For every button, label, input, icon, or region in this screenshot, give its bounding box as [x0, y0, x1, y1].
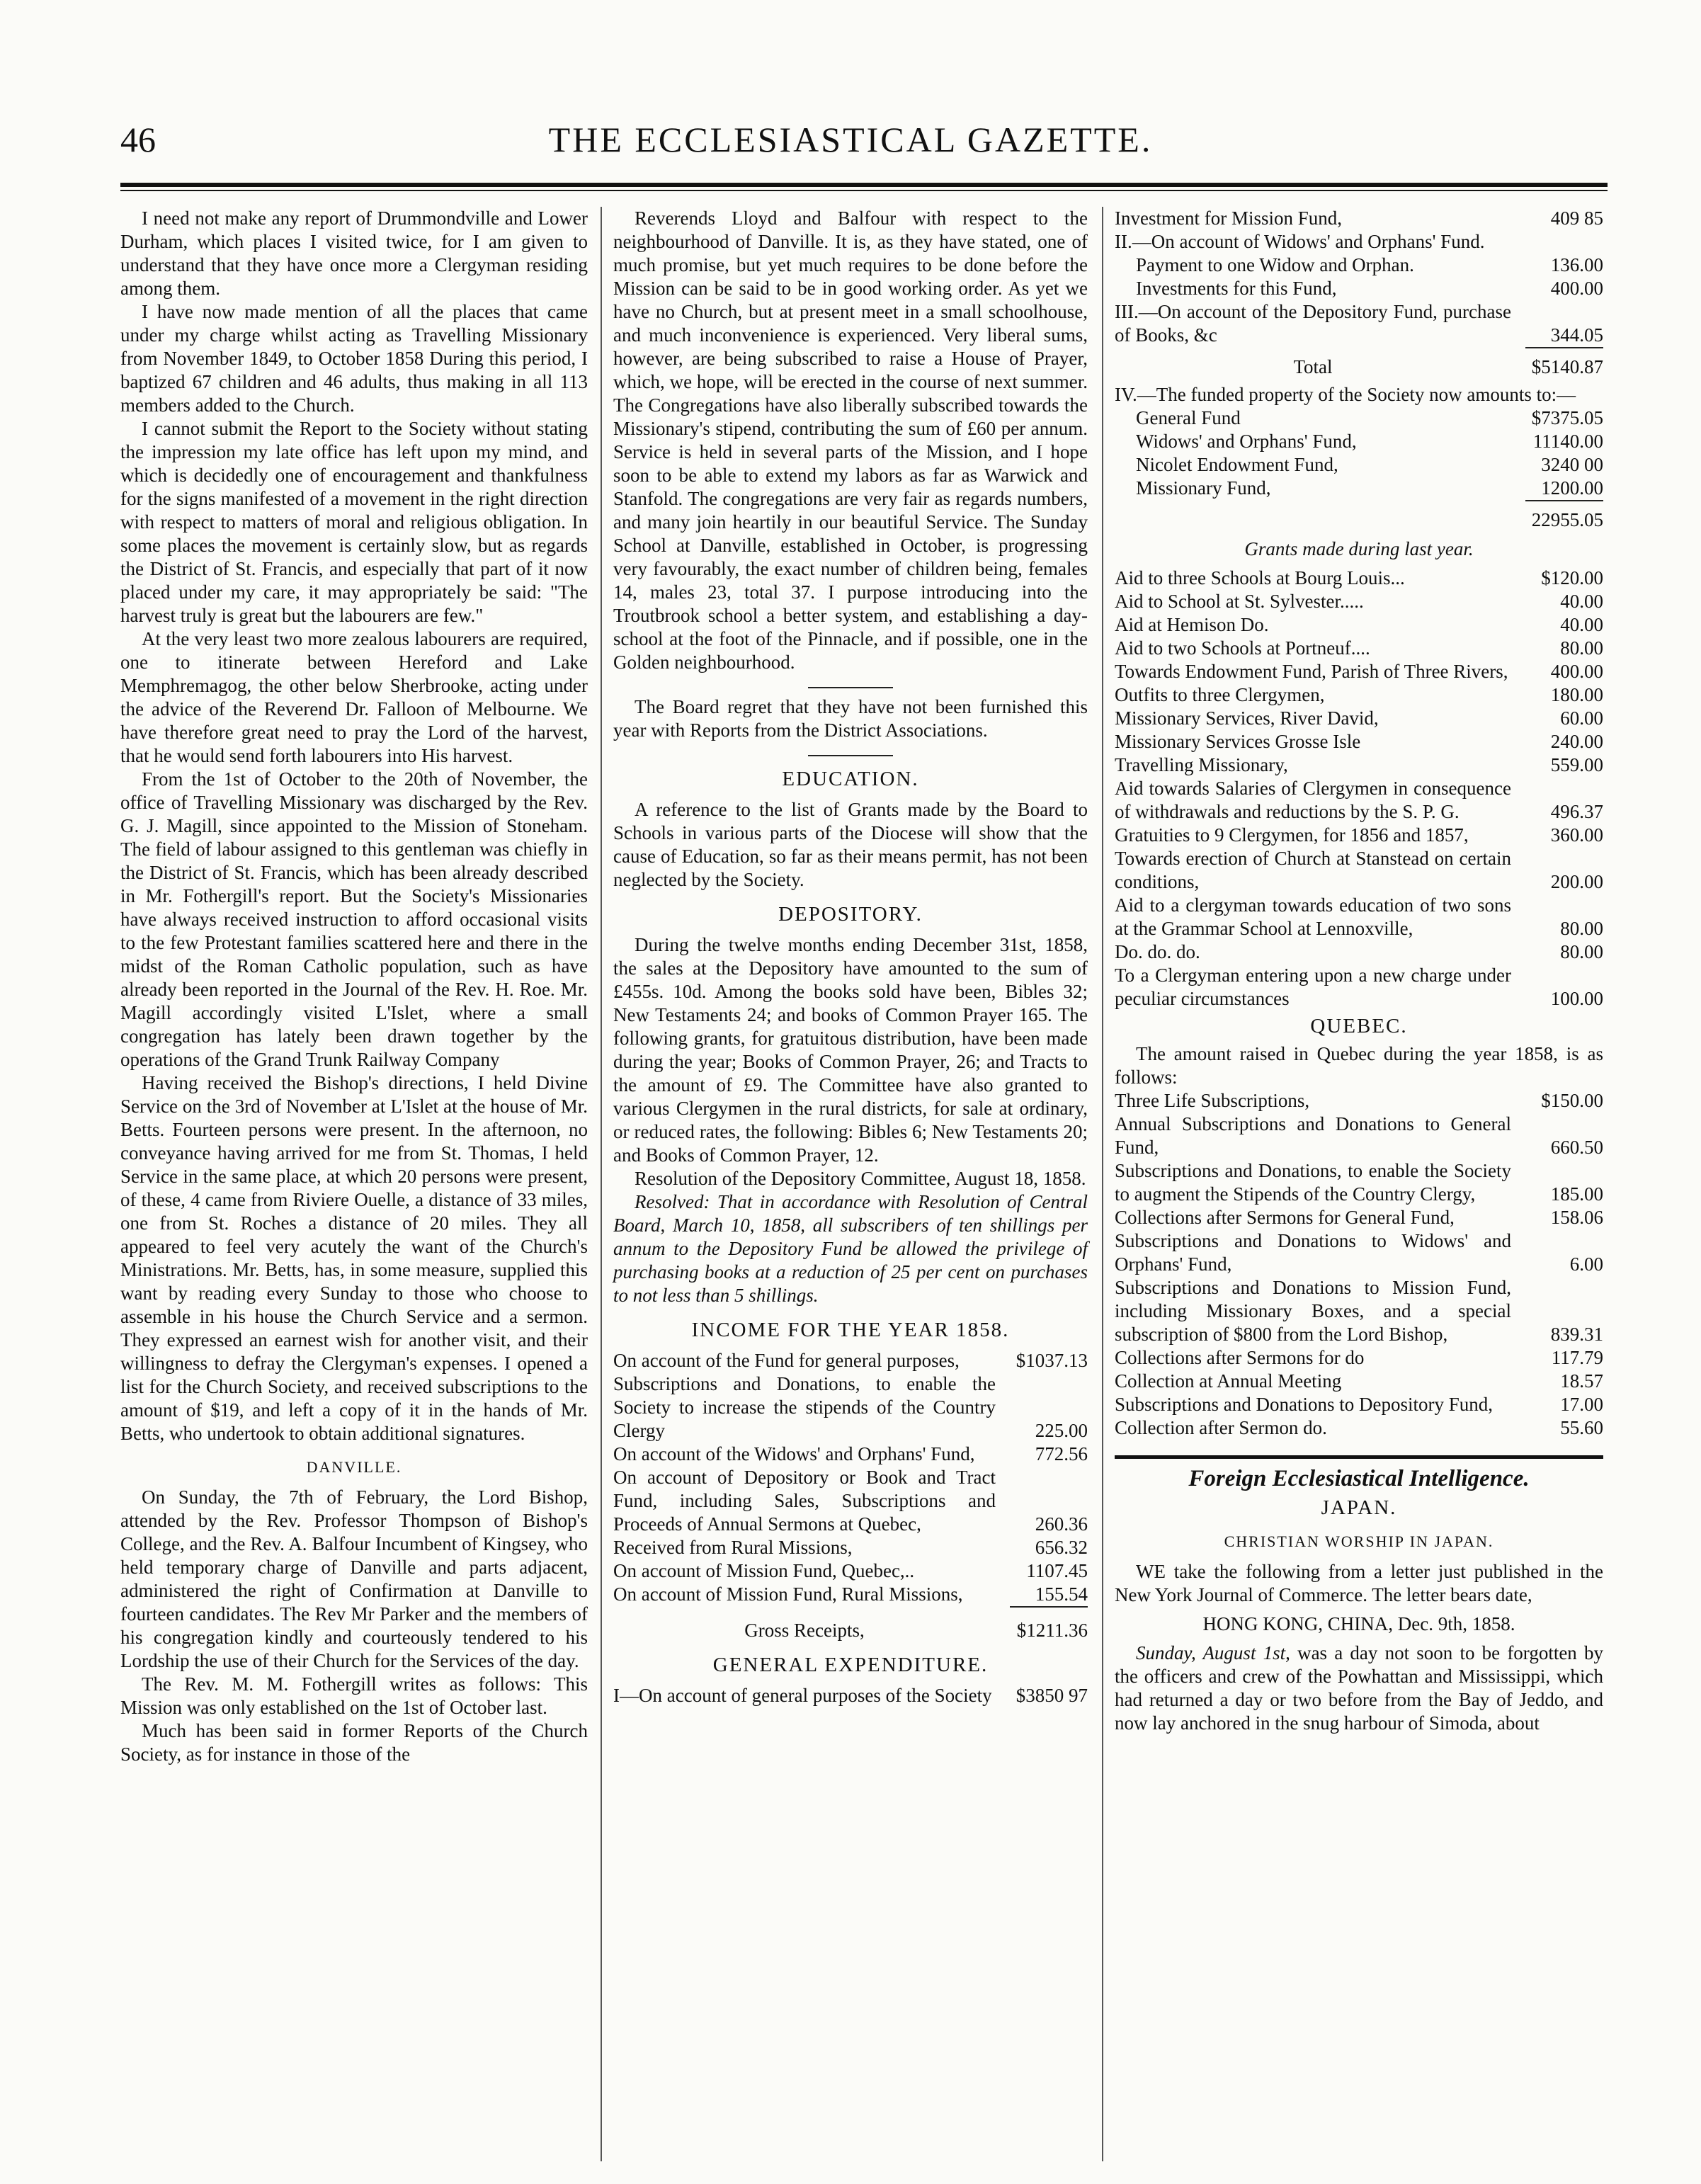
gross-receipts-row [613, 1619, 1088, 1642]
funded-row-label: Widows' and Orphans' Fund, [1136, 431, 1357, 452]
grant-row-label: Towards Endowment Fund, Parish of Three Rivers, [1115, 661, 1508, 682]
grant-row-amount: 180.00 [1550, 684, 1603, 705]
grant-row-amount: 496.37 [1550, 801, 1603, 822]
depository-heading: DEPOSITORY. [778, 903, 923, 926]
income-row-label: On account of Mission Fund, Rural Missions, [613, 1583, 963, 1605]
expenditure-item-amount: 136.00 [1550, 254, 1603, 275]
grant-row [1115, 777, 1603, 824]
quebec-row [1115, 1276, 1603, 1346]
grant-row-amount: 80.00 [1560, 941, 1603, 962]
quebec-row-amount: 839.31 [1550, 1324, 1603, 1345]
income-row-amount: 656.32 [1035, 1537, 1088, 1558]
quebec-row-amount: 158.06 [1550, 1207, 1603, 1228]
grant-row [1115, 894, 1603, 940]
income-heading: INCOME FOR THE YEAR 1858. [691, 1319, 1010, 1341]
grant-row-amount: 559.00 [1550, 754, 1603, 775]
quebec-row [1115, 1159, 1603, 1206]
quebec-row [1115, 1229, 1603, 1276]
income-row-amount: 155.54 [1035, 1583, 1088, 1605]
expenditure-item-amount: 409 85 [1550, 207, 1603, 229]
grant-row [1115, 847, 1603, 894]
quebec-row-label: Subscriptions and Donations to Widows' and Orphans' Fund, [1115, 1230, 1511, 1275]
gross-label: Gross Receipts, [744, 1620, 865, 1641]
expenditure-item-label: Payment to one Widow and Orphan. [1136, 254, 1414, 275]
grant-row [1115, 613, 1603, 637]
quebec-row-label: Subscriptions and Donations, to enable the Society to augment the Stipends of the Country Clergy, [1115, 1160, 1511, 1205]
income-row-label: Subscriptions and Donations, to enable the Society to increase the stipends of the Country Clergy [613, 1373, 996, 1441]
japan-intro: WE take the following from a letter just published in the New York Journal of Commerce. The letter bears date, [1115, 1561, 1603, 1605]
expenditure-item [1115, 254, 1603, 277]
funded-total-row [1115, 508, 1603, 532]
grant-row-amount: 200.00 [1550, 871, 1603, 892]
grant-row-amount: 40.00 [1560, 614, 1603, 635]
total-rule [1010, 1606, 1088, 1608]
japan-subheading: CHRISTIAN WORSHIP IN JAPAN. [1224, 1532, 1494, 1550]
board-note: The Board regret that they have not been furnished this year with Reports from the District Associations. [613, 696, 1088, 741]
quebec-row-amount: $150.00 [1541, 1090, 1603, 1111]
quebec-row-amount: 185.00 [1550, 1183, 1603, 1205]
income-row [613, 1443, 1088, 1466]
expenditure-item [1115, 207, 1603, 230]
page-title: THE ECCLESIASTICAL GAZETTE. [548, 120, 1153, 159]
funded-total: 22955.05 [1531, 509, 1603, 530]
grants-table [1115, 567, 1603, 1011]
income-row-label: On account of Mission Fund, Quebec,.. [613, 1560, 915, 1581]
quebec-row [1115, 1206, 1603, 1229]
japan-heading: JAPAN. [1321, 1496, 1397, 1519]
funded-row-label: Missionary Fund, [1136, 477, 1271, 499]
paragraph: I cannot submit the Report to the Society without stating the impression my late office has left upon my mind, and which is decidedly one of encouragement and thankfulness for the signs manifested of a movement in the right direction with respect to matters of moral and religious obligation. In some places the movement is certainly slow, but as regards the District of St. Francis, and especially that part of it now placed under my care, it may appropriately be said: "The harvest truly is great but the labourers are few." [120, 418, 588, 626]
total-row [1115, 356, 1603, 379]
quebec-row-label: Collections after Sermons for do [1115, 1347, 1365, 1368]
grants-heading: Grants made during last year. [1244, 538, 1474, 559]
total-rule [1525, 500, 1603, 501]
grant-row-label: Aid to School at St. Sylvester..... [1115, 591, 1364, 612]
page-number: 46 [120, 120, 156, 159]
quebec-row-label: Collection at Annual Meeting [1115, 1370, 1342, 1392]
income-row-amount: 225.00 [1035, 1420, 1088, 1441]
grant-row-label: To a Clergyman entering upon a new charge under peculiar circumstances [1115, 965, 1511, 1009]
column-1 [120, 207, 588, 1766]
column-divider [1102, 207, 1103, 2161]
expenditure-item-label: II.—On account of Widows' and Orphans' Fund. [1115, 231, 1485, 252]
expenditure-item [1115, 230, 1603, 254]
grant-row-label: Aid towards Salaries of Clergymen in consequence of withdrawals and reductions by the S. P. G. [1115, 778, 1511, 822]
grant-row-label: Aid to a clergyman towards education of two sons at the Grammar School at Lennoxville, [1115, 894, 1511, 939]
grant-row [1115, 964, 1603, 1011]
header-rule-thick [120, 183, 1608, 187]
grant-row-label: Towards erection of Church at Stanstead on certain conditions, [1115, 848, 1511, 892]
section-rule [1115, 1455, 1603, 1459]
quebec-row [1115, 1393, 1603, 1416]
quebec-row-amount: 6.00 [1569, 1253, 1603, 1275]
danville-heading: DANVILLE. [306, 1458, 402, 1476]
quebec-row-amount: 55.60 [1560, 1417, 1603, 1438]
quebec-row-amount: 17.00 [1560, 1394, 1603, 1415]
grant-row [1115, 683, 1603, 707]
grant-row-label: Outfits to three Clergymen, [1115, 684, 1325, 705]
grant-row-amount: 40.00 [1560, 591, 1603, 612]
grant-row [1115, 707, 1603, 730]
foreign-intelligence-heading: Foreign Ecclesiastical Intelligence. [1188, 1466, 1530, 1491]
paragraph: Reverends Lloyd and Balfour with respect to the neighbourhood of Danville. It is, as they have stated, one of much promise, but yet much requires to be done before the Mission can be said to be in good working order. As yet we have no Church, but at present meet in a small schoolhouse, and much inconvenience is experienced. Very liberal sums, however, are being subscribed to raise a House of Prayer, which, we hope, will be erected in the course of next summer. The Congregations have also liberally subscribed towards the Missionary's stipend, contributing the sum of £60 per annum. Service is held in several parts of the Mission, and I hope soon to be able to extend my labors as far as Warwick and Stanfold. The congregations are very fair as regards numbers, and many join heartily in our beautiful Service. The Sunday School at Danville, established in October, is progressing very favourably, the exact number of children being, females 14, males 23, total 37. I purpose introducing into the Troutbrook school a better system, and establishing a day-school at the foot of the Pinnacle, and if possible, one in the Golden neighbourhood. [613, 207, 1088, 673]
grant-row [1115, 590, 1603, 613]
paragraph: Having received the Bishop's directions, I held Divine Service on the 3rd of November at L'Islet at the house of Mr. Betts. Fourteen persons were present. In the afternoon, no conveyance having arrived for me from St. Thomas, I held Service in the same place, at which 20 persons were present, of these, 4 came from Riviere Ouelle, a distance of 33 miles, one from St. Roches a distance of 20 miles. They all appeared to feel very acutely the want of the Church's Ministrations. Mr. Betts, has, in some measure, supplied this want by reading every Sunday to those who choose to assemble in his house the Church Service and a sermon. They expressed an earnest wish for another visit, and their willingness to defray the Clergyman's expenses. I opened a list for the Church Society, and received subscriptions to the amount of $19, and left a copy of it in the hands of Mr. Betts, who undertook to obtain additional signatures. [120, 1072, 588, 1444]
expenditure-item [1115, 277, 1603, 300]
income-row-amount: $1037.13 [1016, 1350, 1088, 1371]
total-rule [1525, 347, 1603, 348]
funded-row-label: Nicolet Endowment Fund, [1136, 454, 1338, 475]
quebec-row-label: Three Life Subscriptions, [1115, 1090, 1310, 1111]
paragraph: I need not make any report of Drummondville and Lower Durham, which places I visited twice, for I am given to understand that they have once more a Clergyman residing among them. [120, 207, 588, 299]
total-amount: $5140.87 [1531, 356, 1603, 377]
grant-row [1115, 824, 1603, 847]
income-row-amount: 772.56 [1035, 1443, 1088, 1464]
column-2 [613, 207, 1088, 1707]
quebec-row-amount: 18.57 [1560, 1370, 1603, 1392]
quebec-row-label: Subscriptions and Donations to Depository Fund, [1115, 1394, 1493, 1415]
grant-row-amount: 80.00 [1560, 918, 1603, 939]
japan-date-lead: Sunday, August 1st, [1136, 1642, 1290, 1663]
quebec-row [1115, 1416, 1603, 1440]
grant-row-amount: 400.00 [1550, 661, 1603, 682]
expenditure-item [1115, 300, 1603, 347]
funded-row [1136, 406, 1603, 430]
income-row [613, 1372, 1088, 1443]
funded-table [1115, 406, 1603, 500]
paragraph: Much has been said in former Reports of the Church Society, as for instance in those of the [120, 1720, 588, 1765]
grant-row-amount: 360.00 [1550, 824, 1603, 846]
quebec-row-label: Annual Subscriptions and Donations to General Fund, [1115, 1113, 1511, 1158]
japan-body-text: was a day not soon to be forgotten by the officers and crew of the Powhattan and Mississippi, which had returned a day or two before from the Bay of Jeddo, and now lay anchored in the snug harbour of Simoda, about [1115, 1642, 1603, 1734]
grant-row-label: Missionary Services Grosse Isle [1115, 731, 1361, 752]
funded-row [1136, 477, 1603, 500]
education-text: A reference to the list of Grants made by the Board to Schools in various parts of the Diocese will show that the cause of Education, so far as their means permit, has not been neglected by the Society. [613, 799, 1088, 890]
grant-row-label: Aid to three Schools at Bourg Louis... [1115, 567, 1405, 588]
income-row-amount: 1107.45 [1026, 1560, 1088, 1581]
column-3 [1115, 207, 1603, 1735]
quebec-table [1115, 1089, 1603, 1440]
income-row [613, 1583, 1088, 1606]
grant-row-amount: 80.00 [1560, 637, 1603, 659]
grant-row-amount: 240.00 [1550, 731, 1603, 752]
grant-row [1115, 637, 1603, 660]
quebec-row-amount: 660.50 [1550, 1137, 1603, 1158]
grant-row-amount: 60.00 [1560, 707, 1603, 729]
quebec-row [1115, 1346, 1603, 1370]
header-rule-thin [120, 190, 1608, 191]
resolution-intro: Resolution of the Depository Committee, August 18, 1858. [635, 1168, 1086, 1189]
funded-row-label: General Fund [1136, 407, 1241, 428]
funded-row-amount: $7375.05 [1531, 407, 1603, 428]
column-divider [601, 207, 602, 2161]
grant-row [1115, 940, 1603, 964]
grant-row [1115, 753, 1603, 777]
grant-row-label: Missionary Services, River David, [1115, 707, 1379, 729]
income-row-label: On account of the Fund for general purposes, [613, 1350, 960, 1371]
grant-row [1115, 730, 1603, 753]
expenditure-amount: $3850 97 [1016, 1685, 1088, 1706]
grant-row-amount: 100.00 [1550, 988, 1603, 1009]
income-row-amount: 260.36 [1035, 1513, 1088, 1535]
income-row [613, 1559, 1088, 1583]
grant-row [1115, 567, 1603, 590]
income-row-label: On account of the Widows' and Orphans' Fund, [613, 1443, 975, 1464]
expenditure-item-amount: 400.00 [1550, 278, 1603, 299]
grant-row-label: Aid to two Schools at Portneuf.... [1115, 637, 1370, 659]
grant-row-label: Do. do. do. [1115, 941, 1200, 962]
resolution-text: Resolved: That in accordance with Resolution of Central Board, March 10, 1858, all subscribers of ten shillings per annum to the Depository Fund be allowed the privilege of purchasing books at a reduction of 25 per cent on purchases to not less than 5 shillings. [613, 1191, 1088, 1306]
funded-row [1136, 430, 1603, 453]
grant-row-label: Aid at Hemison Do. [1115, 614, 1269, 635]
page-header [0, 119, 1701, 176]
income-row-label: On account of Depository or Book and Tract Fund, including Sales, Subscriptions and Proceeds of Annual Sermons at Quebec, [613, 1467, 996, 1535]
quebec-row-amount: 117.79 [1551, 1347, 1603, 1368]
paragraph: At the very least two more zealous labourers are required, one to itinerate between Hereford and Lake Memphremagog, the other below Sherbrooke, acting under the advice of the Reverend Dr. Falloon of Melbourne. We have therefore great need to pray the Lord of the harvest, that he would send forth labourers into His harvest. [120, 628, 588, 766]
funded-row [1136, 453, 1603, 477]
funded-row-amount: 11140.00 [1532, 431, 1603, 452]
income-row [613, 1349, 1088, 1372]
gross-amount: $1211.36 [1016, 1620, 1088, 1641]
quebec-row-label: Subscriptions and Donations to Mission Fund, including Missionary Boxes, and a special subscription of $800 from the Lord Bishop, [1115, 1277, 1511, 1345]
paragraph: From the 1st of October to the 20th of November, the office of Travelling Missionary was discharged by the Rev. G. J. Magill, since appointed to the Mission of Stoneham. The field of labour assigned to this gentleman was chiefly in the District of St. Francis, which has been already described in Mr. Fothergill's report. But the Society's Missionaries have always received instruction to afford occasional visits to the few Protestant families scattered here and there in the midst of the Roman Catholic population, such as have already been reported in the Journal of the Rev. H. Roe. Mr. Magill accordingly visited L'Islet, where a small congregation has lately been drawn together by the operations of the Grand Trunk Railway Company [120, 768, 588, 1070]
depository-text: During the twelve months ending December 31st, 1858, the sales at the Depository have amounted to the sum of £455s. 10d. Among the books sold have been, Bibles 32; New Testaments 24; and books of Common Prayer 165. The following grants, for gratuitous distribution, have been made during the year; Books of Common Prayer, 26; and Tracts to the amount of £9. The Committee have also granted to various Clergymen in the rural districts, for sale at ordinary, or reduced rates, the following: Bibles 6; New Testaments 20; and Books of Common Prayer, 12. [613, 934, 1088, 1166]
expenditure-item-label: III.—On account of the Depository Fund, purchase of Books, &c [1115, 301, 1511, 346]
total-label: Total [1293, 356, 1333, 377]
paragraph: I have now made mention of all the places that came under my charge whilst acting as Travelling Missionary from November 1849, to October 1858 During this period, I baptized 67 children and 46 adults, thus making in all 113 members added to the Church. [120, 301, 588, 416]
grant-row [1115, 660, 1603, 683]
income-row-label: Received from Rural Missions, [613, 1537, 853, 1558]
grant-row-label: Travelling Missionary, [1115, 754, 1288, 775]
grant-row-label: Gratuities to 9 Clergymen, for 1856 and 1857, [1115, 824, 1469, 846]
income-row [613, 1466, 1088, 1536]
funded-intro: IV.—The funded property of the Society now amounts to:— [1115, 384, 1576, 405]
expenditure-item-label: Investments for this Fund, [1136, 278, 1337, 299]
grant-row-amount: $120.00 [1541, 567, 1603, 588]
education-heading: EDUCATION. [782, 768, 919, 790]
expenditure-row [613, 1684, 1088, 1707]
expenditure-label: I—On account of general purposes of the Society [613, 1685, 992, 1706]
japan-body [1115, 1642, 1603, 1735]
quebec-heading: QUEBEC. [1310, 1015, 1408, 1037]
funded-row-amount: 3240 00 [1541, 454, 1603, 475]
quebec-row [1115, 1089, 1603, 1113]
quebec-row-label: Collection after Sermon do. [1115, 1417, 1327, 1438]
paragraph: The Rev. M. M. Fothergill writes as follows: This Mission was only established on the 1st of October last. [120, 1673, 588, 1718]
expenditure-heading: GENERAL EXPENDITURE. [712, 1654, 989, 1676]
dateline: HONG KONG, CHINA, Dec. 9th, 1858. [1202, 1613, 1515, 1634]
section-separator [808, 755, 893, 756]
funded-row-amount: 1200.00 [1541, 477, 1603, 499]
section-separator [808, 687, 893, 688]
paragraph: On Sunday, the 7th of February, the Lord Bishop, attended by the Rev. Professor Thompson of Bishop's College, and the Rev. A. Balfour Incumbent of Kingsey, who held temporary charge of Danville and parts adjacent, administered the right of Confirmation at Danville to fourteen candidates. The Rev Mr Parker and the members of his congregation kindly and courteously tendered to his Lordship the use of their Church for the Services of the day. [120, 1486, 588, 1671]
income-row [613, 1536, 1088, 1559]
quebec-row-label: Collections after Sermons for General Fund, [1115, 1207, 1455, 1228]
quebec-row [1115, 1113, 1603, 1159]
expenditure-item-label: Investment for Mission Fund, [1115, 207, 1342, 229]
quebec-intro: The amount raised in Quebec during the year 1858, is as follows: [1115, 1043, 1603, 1088]
income-table [613, 1349, 1088, 1606]
expenditure-continued [1115, 207, 1603, 347]
expenditure-item-amount: 344.05 [1550, 324, 1603, 346]
quebec-row [1115, 1370, 1603, 1393]
